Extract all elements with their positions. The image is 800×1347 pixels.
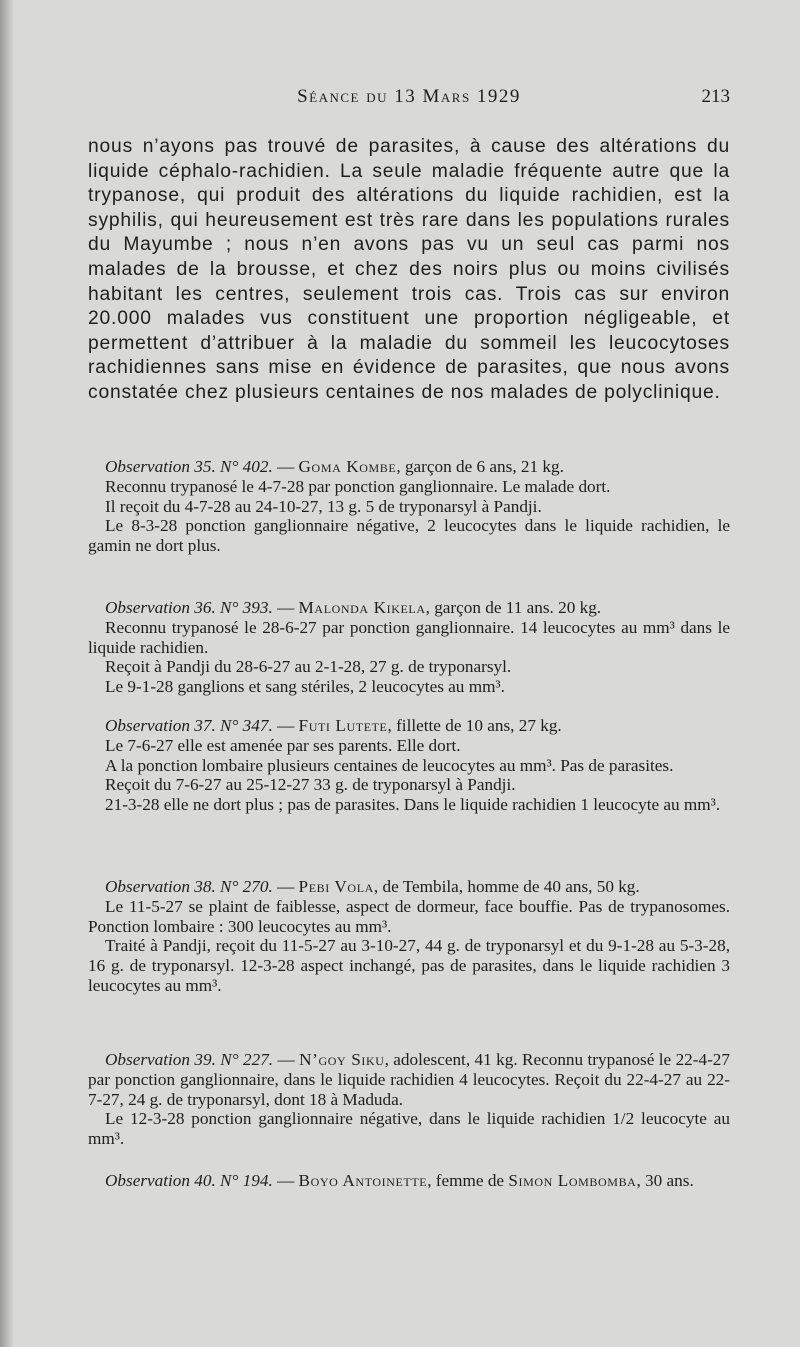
observation-39 bbox=[88, 1050, 730, 1149]
observation-38 bbox=[88, 877, 730, 996]
observation-paragraph: Il reçoit du 4-7-28 au 24-10-27, 13 g. 5 de tryponarsyl à Pandji. bbox=[105, 496, 542, 516]
observation-label: Observation 37. N° 347. bbox=[105, 716, 273, 735]
observation-paragraph: Le 7-6-27 elle est amenée par ses parents. Elle dort. bbox=[105, 735, 461, 755]
observation-paragraph: Reconnu trypanosé le 28-6-27 par ponction ganglionnaire. 14 leucocytes au mm³ dans le liquide rachidien. bbox=[88, 617, 730, 657]
observation-label: Observation 40. N° 194. bbox=[105, 1171, 273, 1190]
observation-paragraph: Reconnu trypanosé le 4-7-28 par ponction ganglionnaire. Le malade dort. bbox=[105, 476, 611, 496]
page-spine-shadow bbox=[0, 0, 14, 1347]
observation-paragraph: A la ponction lombaire plusieurs centaines de leucocytes au mm³. Pas de parasites. bbox=[105, 755, 674, 775]
observation-paragraph: Traité à Pandji, reçoit du 11-5-27 au 3-10-27, 44 g. de tryponarsyl et du 9-1-28 au 5-3-28, 16 g. de tryponarsyl. 12-3-28 aspect inchangé, pas de parasites, dans le liquide rachidien 3 leucocytes au mm³. bbox=[88, 936, 730, 995]
observation-heading: Observation 40. N° 194. — Boyo Antoinette, femme de Simon Lombomba, 30 ans. bbox=[105, 1171, 694, 1190]
observation-label: Observation 38. N° 270. bbox=[105, 877, 273, 896]
spouse-name: Simon Lombomba bbox=[508, 1171, 637, 1190]
patient-details: adolescent, 41 kg. Reconnu trypanosé le 22-4-27 par ponction ganglionnaire, dans le liquide rachidien 4 leucocytes. Reçoit du 22-4-27 au 22-7-27, 24 g. de tryponarsyl, dont 18 à Maduda. bbox=[88, 1050, 730, 1109]
patient-details-prefix: femme de bbox=[435, 1171, 505, 1190]
observation-paragraph: Reçoit à Pandji du 28-6-27 au 2-1-28, 27 g. de tryponarsyl. bbox=[105, 657, 512, 677]
page-header bbox=[88, 86, 730, 114]
observation-paragraph: Le 12-3-28 ponction ganglionnaire négative, dans le liquide rachidien 1/2 leucocyte au mm³. bbox=[88, 1109, 730, 1149]
observation-label: Observation 35. N° 402. bbox=[105, 457, 273, 476]
intro-paragraph: nous n’ayons pas trouvé de parasites, à cause des altérations du liquide céphalo-rachidien. La seule maladie fréquente autre que la trypanose, qui produit des altérations du liquide rachidien, est la syphilis, qui heureusement est très rare dans les populations rurales du Mayumbe ; nous n’en avons pas vu un seul cas parmi nos malades de la brousse, et chez des noirs plus ou moins civilisés habitant les centres, seulement trois cas. Trois cas sur environ 20.000 malades vus constituent une proportion négligeable, et permettent d’attribuer à la maladie du sommeil les leucocytoses rachidiennes sans mise en évidence de parasites, que nous avons constatée chez plusieurs centaines de nos malades de polyclinique. bbox=[88, 136, 730, 403]
patient-name: N’goy Siku bbox=[299, 1050, 385, 1069]
observation-paragraph: Le 9-1-28 ganglions et sang stériles, 2 leucocytes au mm³. bbox=[105, 677, 505, 697]
observation-heading: Observation 39. N° 227. — N’goy Siku, adolescent, 41 kg. Reconnu trypanosé le 22-4-27 par ponction ganglionnaire, dans le liquide rachidien 4 leucocytes. Reçoit du 22-4-27 au 22-7-27, 24 g. de tryponarsyl, dont 18 à Maduda. bbox=[88, 1050, 730, 1109]
observation-40 bbox=[88, 1171, 730, 1191]
observation-heading: Observation 38. N° 270. — Pebi Vola, de Tembila, homme de 40 ans, 50 kg. bbox=[105, 877, 640, 896]
observation-heading: Observation 37. N° 347. — Futi Lutete, fillette de 10 ans, 27 kg. bbox=[105, 716, 562, 735]
patient-details: garçon de 6 ans, 21 kg. bbox=[404, 457, 564, 476]
patient-name: Goma Kombe bbox=[298, 457, 397, 476]
observation-paragraph: Le 11-5-27 se plaint de faiblesse, aspect de dormeur, face bouffie. Pas de trypanosomes. Ponction lombaire : 300 leucocytes au mm³. bbox=[88, 896, 730, 936]
patient-details: de Tembila, homme de 40 ans, 50 kg. bbox=[382, 877, 640, 896]
observation-label: Observation 39. N° 227. bbox=[105, 1050, 274, 1069]
patient-name: Boyo Antoinette bbox=[298, 1171, 428, 1190]
patient-details: fillette de 10 ans, 27 kg. bbox=[396, 716, 562, 735]
patient-name: Futi Lutete bbox=[298, 716, 388, 735]
running-title: Séance du 13 Mars 1929 bbox=[297, 86, 521, 107]
observation-label: Observation 36. N° 393. bbox=[105, 598, 273, 617]
patient-name: Pebi Vola bbox=[298, 877, 374, 896]
observation-35 bbox=[88, 457, 730, 556]
observation-37 bbox=[88, 716, 730, 815]
observation-paragraph: Reçoit du 7-6-27 au 25-12-27 33 g. de tryponarsyl à Pandji. bbox=[105, 775, 516, 795]
observation-36 bbox=[88, 598, 730, 697]
patient-name: Malonda Kikela bbox=[298, 598, 426, 617]
page-number: 213 bbox=[701, 86, 730, 107]
observation-heading: Observation 35. N° 402. — Goma Kombe, garçon de 6 ans, 21 kg. bbox=[105, 457, 564, 476]
patient-details: 30 ans. bbox=[645, 1171, 694, 1190]
observation-heading: Observation 36. N° 393. — Malonda Kikela, garçon de 11 ans. 20 kg. bbox=[105, 598, 602, 617]
patient-details: garçon de 11 ans. 20 kg. bbox=[434, 598, 602, 617]
observation-paragraph: 21-3-28 elle ne dort plus ; pas de parasites. Dans le liquide rachidien 1 leucocyte au mm³. bbox=[105, 795, 721, 815]
observation-paragraph: Le 8-3-28 ponction ganglionnaire négative, 2 leucocytes dans le liquide rachidien, le gamin ne dort plus. bbox=[88, 516, 730, 556]
